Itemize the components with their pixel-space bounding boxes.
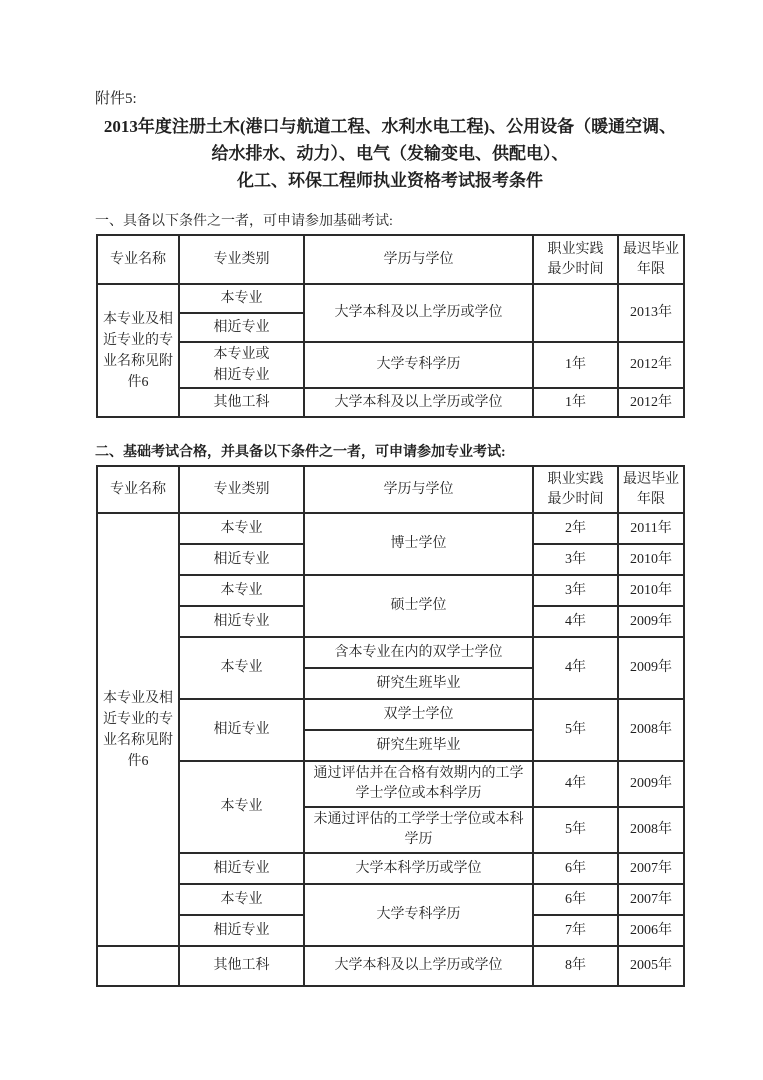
table-row: [97, 946, 684, 986]
table-row: [97, 513, 684, 544]
col-header-major-name: 专业名称: [97, 235, 179, 284]
cell-category: 相近专业: [179, 853, 304, 884]
table-row: [97, 284, 684, 313]
table-header-row: [97, 235, 684, 284]
table-header-row: [97, 466, 684, 513]
cell-category: 本专业: [179, 884, 304, 915]
col-header-education-degree: 学历与学位: [304, 466, 533, 513]
cell-category: 相近专业: [179, 313, 304, 342]
cell-year: 2006年: [618, 915, 684, 946]
cell-scope: 本专业及相近专业的专业名称见附件6: [97, 284, 179, 417]
cell-year: 2010年: [618, 544, 684, 575]
document-title: [80, 113, 700, 194]
cell-category: 相近专业: [179, 915, 304, 946]
cell-scope-empty: [97, 946, 179, 986]
cell-degree: 博士学位: [304, 513, 533, 575]
cell-year: 2007年: [618, 853, 684, 884]
cell-degree: 大学专科学历: [304, 342, 533, 388]
cell-degree: 大学本科学历或学位: [304, 853, 533, 884]
cell-category: 本专业: [179, 575, 304, 606]
attachment-label: 附件5:: [95, 91, 137, 107]
col-header-education-degree: 学历与学位: [304, 235, 533, 284]
cell-year: 2008年: [618, 699, 684, 761]
cell-degree: 大学本科及以上学历或学位: [304, 284, 533, 342]
cell-practice: 1年: [533, 388, 618, 417]
cell-practice: 7年: [533, 915, 618, 946]
col-header-major-category: 专业类别: [179, 235, 304, 284]
table-row: [97, 637, 684, 668]
cell-degree: 大学专科学历: [304, 884, 533, 946]
cell-category: 相近专业: [179, 544, 304, 575]
col-header-practice-time: 职业实践 最少时间: [533, 466, 618, 513]
cell-practice: 4年: [533, 637, 618, 699]
cell-year: 2008年: [618, 807, 684, 853]
cell-degree: 含本专业在内的双学士学位: [304, 637, 533, 668]
cell-practice: 5年: [533, 699, 618, 761]
cell-year: 2009年: [618, 637, 684, 699]
col-header-latest-graduation: 最迟毕业 年限: [618, 466, 684, 513]
cell-year: 2013年: [618, 284, 684, 342]
section1-heading: 一、具备以下条件之一者，可申请参加基础考试:: [95, 214, 393, 229]
cell-degree: 未通过评估的工学学士学位或本科学历: [304, 807, 533, 853]
table-row: [97, 853, 684, 884]
cell-year: 2010年: [618, 575, 684, 606]
cell-year: 2007年: [618, 884, 684, 915]
cell-scope: 本专业及相近专业的专业名称见附件6: [97, 513, 179, 946]
table-row: [97, 388, 684, 417]
cell-practice: 4年: [533, 606, 618, 637]
cell-degree: 研究生班毕业: [304, 668, 533, 699]
cell-category: 相近专业: [179, 699, 304, 761]
section2-heading: 二、基础考试合格，并具备以下条件之一者，可申请参加专业考试:: [95, 445, 506, 460]
cell-category: 本专业或相近专业: [179, 342, 304, 388]
table-row: [97, 884, 684, 915]
professional-exam-table: [96, 465, 685, 987]
cell-degree: 双学士学位: [304, 699, 533, 730]
cell-practice: 6年: [533, 853, 618, 884]
cell-degree: 大学本科及以上学历或学位: [304, 388, 533, 417]
cell-year: 2009年: [618, 606, 684, 637]
cell-year: 2012年: [618, 342, 684, 388]
basic-exam-table: [96, 234, 685, 418]
table-row: [97, 342, 684, 388]
col-header-practice-time: 职业实践 最少时间: [533, 235, 618, 284]
cell-practice: 8年: [533, 946, 618, 986]
cell-practice: 4年: [533, 761, 618, 807]
cell-degree: 研究生班毕业: [304, 730, 533, 761]
cell-category: 相近专业: [179, 606, 304, 637]
cell-year: 2012年: [618, 388, 684, 417]
cell-practice: 2年: [533, 513, 618, 544]
cell-degree: 大学本科及以上学历或学位: [304, 946, 533, 986]
cell-category: 其他工科: [179, 946, 304, 986]
col-header-latest-graduation: 最迟毕业 年限: [618, 235, 684, 284]
cell-practice: 1年: [533, 342, 618, 388]
cell-category: 本专业: [179, 513, 304, 544]
cell-practice: 3年: [533, 575, 618, 606]
title-line-2: 给水排水、动力）、电气（发输变电、供配电）、: [211, 144, 569, 163]
table-row: [97, 575, 684, 606]
cell-degree: 通过评估并在合格有效期内的工学学士学位或本科学历: [304, 761, 533, 807]
cell-year: 2011年: [618, 513, 684, 544]
table-row: [97, 761, 684, 807]
cell-category: 本专业: [179, 637, 304, 699]
cell-category: 本专业: [179, 761, 304, 853]
cell-practice: 3年: [533, 544, 618, 575]
cell-practice: 6年: [533, 884, 618, 915]
cell-practice: 5年: [533, 807, 618, 853]
cell-category: 本专业: [179, 284, 304, 313]
cell-practice: [533, 284, 618, 342]
cell-category: 其他工科: [179, 388, 304, 417]
col-header-major-name: 专业名称: [97, 466, 179, 513]
table-row: [97, 699, 684, 730]
cell-year: 2005年: [618, 946, 684, 986]
title-line-3: 化工、环保工程师执业资格考试报考条件: [237, 171, 543, 190]
col-header-major-category: 专业类别: [179, 466, 304, 513]
title-line-1: 2013年度注册土木(港口与航道工程、水利水电工程)、公用设备（暖通空调、: [103, 117, 677, 136]
cell-year: 2009年: [618, 761, 684, 807]
cell-degree: 硕士学位: [304, 575, 533, 637]
